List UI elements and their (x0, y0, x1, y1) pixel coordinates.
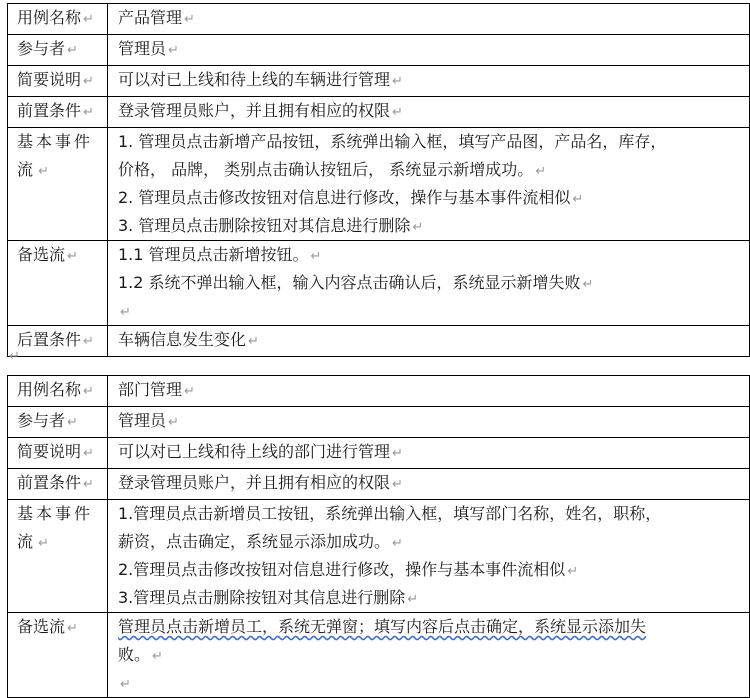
row-key: 参与者 ↵ (8, 407, 108, 438)
row-key: 基本事件流 ↵ (8, 500, 108, 613)
table-row (8, 613, 750, 698)
row-key: 基本事件流 ↵ (8, 128, 108, 241)
table-row (8, 500, 750, 613)
row-key: 前置条件 ↵ (8, 469, 108, 500)
table-row (8, 469, 750, 500)
table-row (8, 407, 750, 438)
use-case-table-department (7, 375, 750, 698)
row-key: 备选流 ↵ (8, 613, 108, 698)
row-value: 管理员点击新增员工，系统无弹窗；填写内容后点击确定，系统显示添加失 败。 ↵ ↵ (108, 613, 750, 698)
table-row (8, 128, 750, 241)
row-value: 管理员 ↵ (108, 407, 750, 438)
row-key: 后置条件 ↵ (8, 326, 108, 357)
row-key: 参与者 ↵ (8, 35, 108, 66)
row-key: 备选流 ↵ (8, 241, 108, 326)
row-key: 简要说明 ↵ (8, 438, 108, 469)
row-key: 简要说明 ↵ (8, 66, 108, 97)
table-row (8, 97, 750, 128)
row-value: 1. 管理员点击新增产品按钮，系统弹出输入框，填写产品图，产品名，库存， 价格， 品牌， 类别点击确认按钮后， 系统显示新增成功。 ↵ 2. 管理员点击修改按钮对信息进行修改，操作与基本事件流相似 ↵ 3. 管理员点击删除按钮对其信息进行删除 ↵ (108, 128, 750, 241)
table-row (8, 66, 750, 97)
table-row (8, 241, 750, 326)
row-value: 1.1 管理员点击新增按钮。 ↵ 1.2 系统不弹出输入框，输入内容点击确认后，系统显示新增失败 ↵ ↵ (108, 241, 750, 326)
table-row (8, 376, 750, 407)
paragraph-mark: ↵ (9, 349, 20, 364)
table-row (8, 438, 750, 469)
table-row (8, 35, 750, 66)
row-value: 部门管理 ↵ (108, 376, 750, 407)
row-value: 可以对已上线和待上线的车辆进行管理 ↵ (108, 66, 750, 97)
row-value: 1.管理员点击新增员工按钮，系统弹出输入框，填写部门名称，姓名，职称， 薪资，点击确定，系统显示添加成功。 ↵ 2.管理员点击修改按钮对信息进行修改，操作与基本事件流相似 ↵ 3.管理员点击删除按钮对其信息进行删除 ↵ (108, 500, 750, 613)
row-value: 登录管理员账户，并且拥有相应的权限 ↵ (108, 97, 750, 128)
table-row (8, 4, 750, 35)
row-value: 登录管理员账户，并且拥有相应的权限 ↵ (108, 469, 750, 500)
row-value: 产品管理 ↵ (108, 4, 750, 35)
row-value: 车辆信息发生变化 ↵ (108, 326, 750, 357)
row-value: 可以对已上线和待上线的部门进行管理 ↵ (108, 438, 750, 469)
row-key: 用例名称 ↵ (8, 4, 108, 35)
use-case-table-product (7, 3, 750, 357)
table-row (8, 326, 750, 357)
row-value: 管理员 ↵ (108, 35, 750, 66)
row-key: 用例名称 ↵ (8, 376, 108, 407)
row-key: 前置条件 ↵ (8, 97, 108, 128)
